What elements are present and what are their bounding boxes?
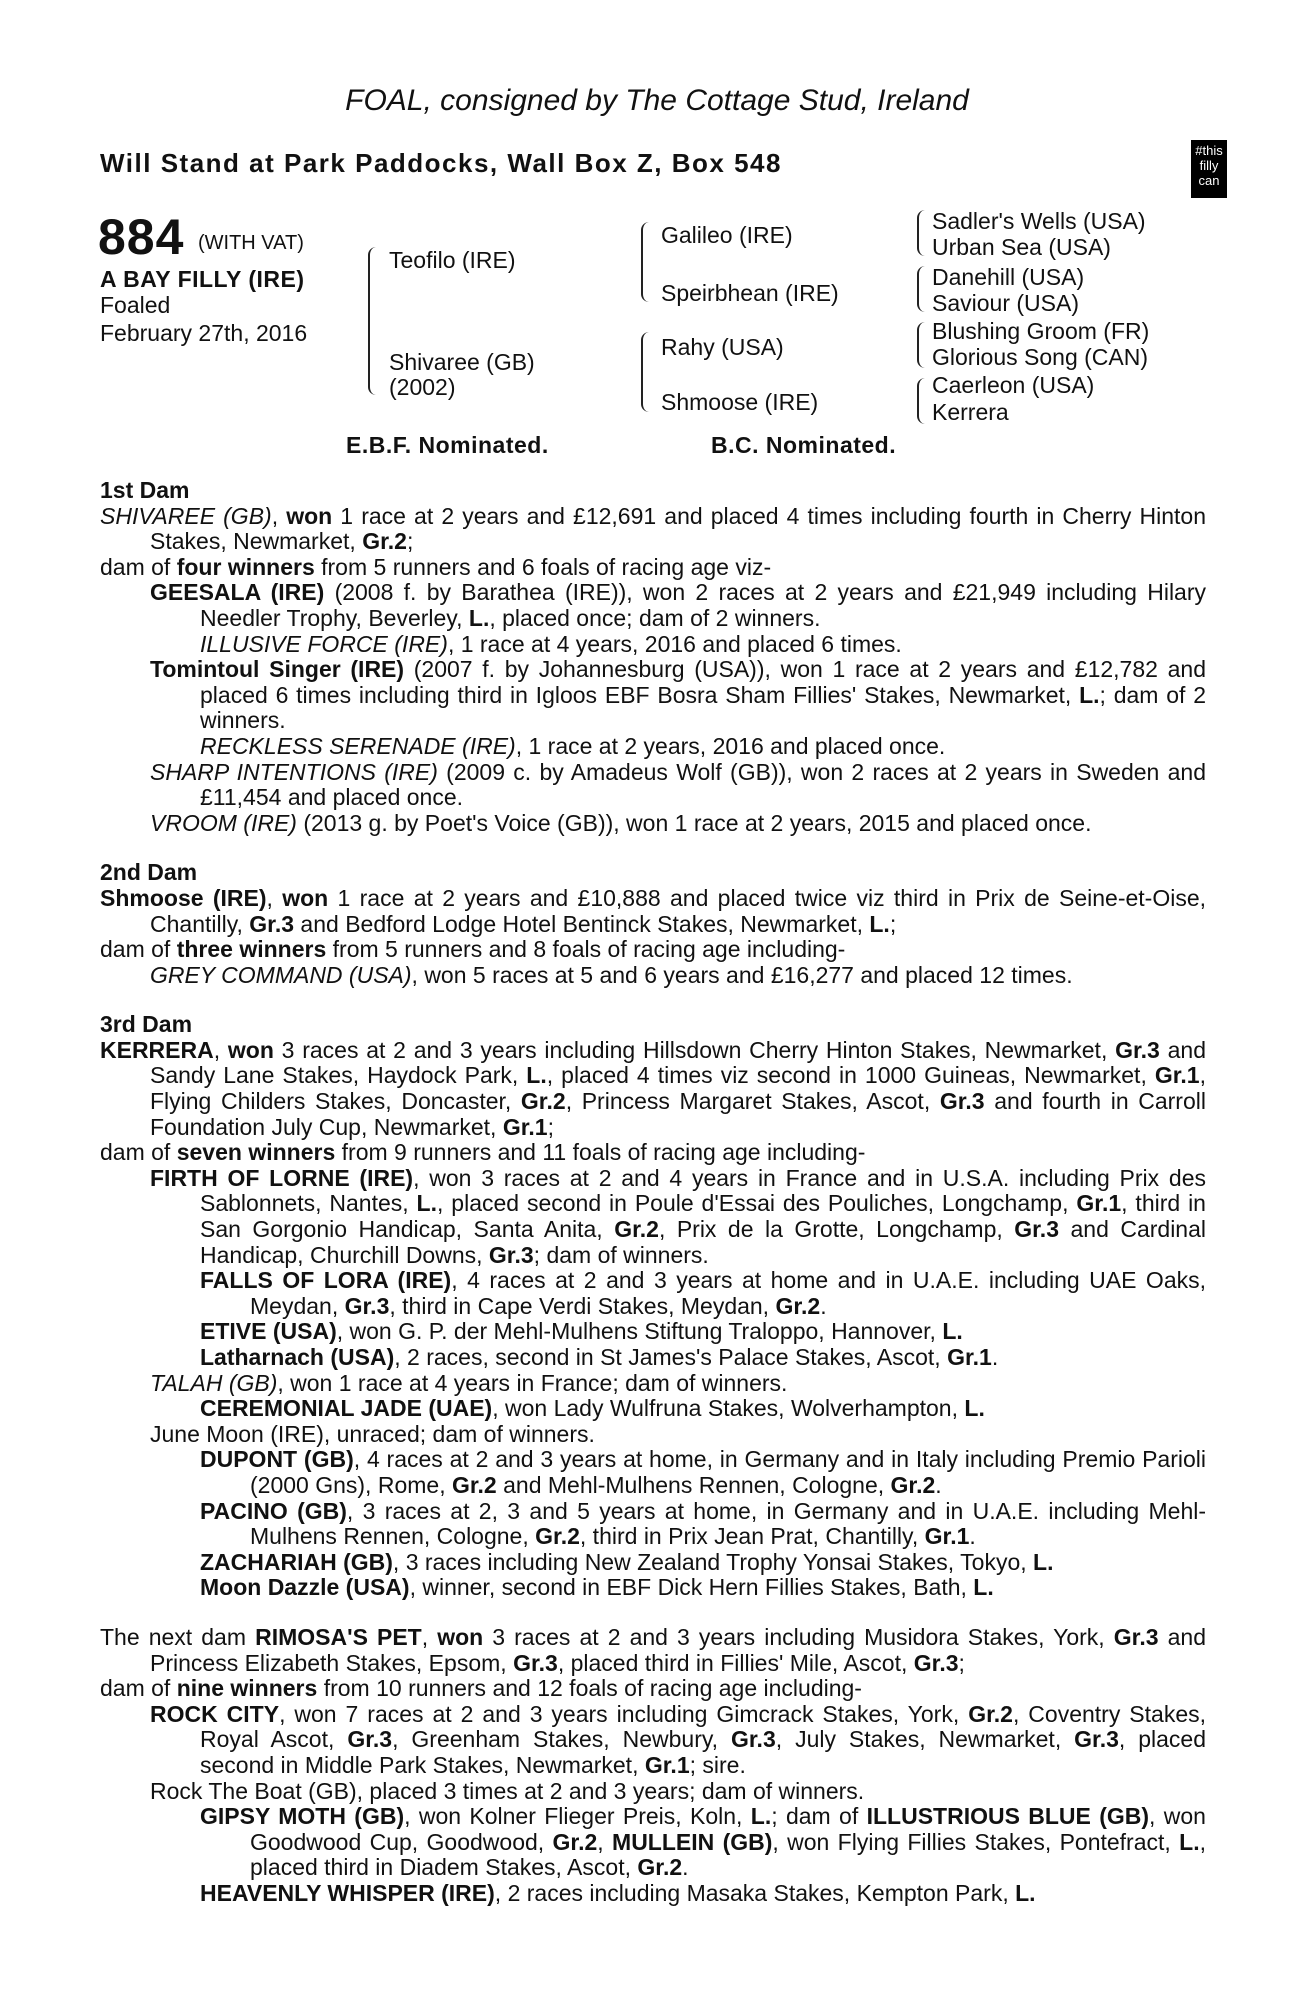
bold-text: L.: [964, 1395, 985, 1422]
bold-text: Gr.2: [775, 1292, 821, 1319]
catalogue-paragraph: [100, 1625, 1206, 1676]
bold-text: Gr.3: [939, 1088, 985, 1115]
text-run: from 5 runners and 8 foals of racing age including-: [326, 936, 846, 963]
text-run: dam of: [100, 1139, 177, 1166]
text-run: , placed third in Diadem Stakes, Ascot,: [250, 1828, 1206, 1881]
catalogue-paragraph: [100, 1038, 1206, 1140]
text-run: 3 races at 2 and 3 years including Musidora Stakes, York,: [483, 1623, 1114, 1650]
bold-text: Gr.3: [730, 1726, 776, 1753]
pedigree-ssd: Urban Sea (USA): [932, 234, 1111, 260]
bold-text: won: [227, 1036, 274, 1063]
text-run: dam of: [100, 936, 177, 963]
text-run: , Prix de la Grotte, Longchamp,: [658, 1216, 1015, 1243]
pedigree-sss: Sadler's Wells (USA): [932, 208, 1146, 234]
section-heading: [100, 478, 1206, 504]
catalogue-paragraph: [100, 1345, 1206, 1371]
catalogue-paragraph: [100, 1140, 1206, 1166]
italic-text: SHARP INTENTIONS (IRE): [150, 758, 438, 785]
pedigree-brace: [917, 210, 928, 256]
bold-text: won: [437, 1623, 484, 1650]
catalogue-paragraph: [100, 1166, 1206, 1268]
bold-text: Gr.3: [1113, 1623, 1159, 1650]
bold-text: L.: [750, 1803, 772, 1830]
text-run: , won Goodwood Cup, Goodwood,: [250, 1803, 1206, 1855]
catalogue-paragraph: [100, 555, 1206, 581]
text-run: ; sire.: [689, 1751, 746, 1778]
catalogue-text: [100, 478, 1206, 1906]
text-run: , winner, second in EBF Dick Hern Fillies Stakes, Bath,: [409, 1574, 974, 1601]
pedigree-brace: [917, 322, 928, 368]
text-run: , 3 races including New Zealand Trophy Yonsai Stakes, Tokyo,: [392, 1548, 1034, 1575]
catalogue-paragraph: [100, 811, 1206, 837]
this-filly-can-logo: #this filly can: [1191, 140, 1227, 198]
bold-text: three winners: [176, 936, 327, 963]
bold-text: MULLEIN (GB): [612, 1828, 773, 1855]
bold-text: Gr.3: [513, 1649, 558, 1676]
text-run: and Cardinal Handicap, Churchill Downs,: [200, 1216, 1206, 1268]
vat-note: (WITH VAT): [198, 232, 304, 254]
text-run: , placed once; dam of 2 winners.: [489, 604, 821, 631]
bold-text: HEAVENLY WHISPER (IRE): [200, 1879, 495, 1906]
bold-text: won: [286, 502, 333, 529]
text-run: , won G. P. der Mehl-Mulhens Stiftung Traloppo, Hannover,: [336, 1318, 943, 1345]
spacer: [100, 836, 1206, 860]
bold-text: L.: [869, 910, 890, 937]
text-run: ; dam of winners.: [533, 1241, 709, 1268]
text-run: , won Kolner Flieger Preis, Koln,: [404, 1803, 751, 1830]
text-run: , Flying Childers Stakes, Doncaster,: [150, 1062, 1206, 1115]
text-run: , won Flying Fillies Stakes, Pontefract,: [772, 1828, 1180, 1855]
text-run: June Moon (IRE), unraced; dam of winners.: [150, 1420, 595, 1447]
catalogue-paragraph: [100, 1396, 1206, 1422]
bold-text: GIPSY MOTH (GB): [200, 1803, 405, 1830]
text-run: ;: [889, 910, 897, 937]
consignor-header: FOAL, consigned by The Cottage Stud, Ireland: [345, 84, 969, 117]
text-run: The next dam: [100, 1623, 256, 1650]
bold-text: Gr.1: [1154, 1062, 1200, 1089]
bold-text: Gr.3: [249, 910, 295, 937]
text-run: , placed third in Fillies' Mile, Ascot,: [557, 1649, 914, 1676]
text-run: , 3 races at 2, 3 and 5 years at home, in Germany and in U.A.E. including Mehl-Mulhens Rennen, Cologne,: [250, 1497, 1206, 1550]
pedigree-dam-dam: Shmoose (IRE): [661, 389, 819, 415]
bold-text: Gr.2: [890, 1471, 936, 1498]
bold-text: ILLUSTRIOUS BLUE (GB): [866, 1803, 1150, 1830]
bold-text: Gr.1: [644, 1751, 690, 1778]
catalogue-paragraph: [100, 1575, 1206, 1601]
stand-location: Will Stand at Park Paddocks, Wall Box Z, Box 548: [100, 148, 782, 178]
pedigree-dsd: Glorious Song (CAN): [932, 344, 1149, 370]
text-run: , won 1 race at 4 years in France; dam of winners.: [277, 1369, 788, 1396]
text-run: , 1 race at 2 years, 2016 and placed once.: [515, 732, 946, 759]
text-run: .: [682, 1854, 689, 1881]
bold-text: L.: [973, 1574, 994, 1601]
catalogue-paragraph: [100, 734, 1206, 760]
text-run: , Greenham Stakes, Newbury,: [392, 1726, 731, 1753]
text-run: dam of: [100, 553, 177, 580]
bold-text: ETIVE (USA): [200, 1318, 337, 1345]
bold-text: nine winners: [176, 1675, 318, 1702]
text-run: .: [820, 1292, 827, 1319]
bold-text: 3rd Dam: [100, 1011, 193, 1038]
text-run: , Princess Margaret Stakes, Ascot,: [565, 1088, 940, 1115]
section-heading: [100, 860, 1206, 886]
bold-text: Gr.2: [362, 528, 407, 555]
catalogue-paragraph: [100, 937, 1206, 963]
text-run: , 4 races at 2 and 3 years at home, in Germany and in Italy including Premio Parioli (2000 Gns), Rome,: [250, 1446, 1206, 1498]
bold-text: 1st Dam: [100, 477, 190, 503]
text-run: (2009 c. by Amadeus Wolf (GB)), won 2 races at 2 years in Sweden and £11,454 and placed once.: [200, 758, 1206, 811]
pedigree-brace: [917, 266, 928, 312]
bold-text: L.: [1079, 681, 1100, 708]
text-run: , third in San Gorgonio Handicap, Santa Anita,: [200, 1190, 1206, 1243]
pedigree-brace: [641, 222, 653, 302]
italic-text: GREY COMMAND (USA): [150, 961, 412, 988]
italic-text: SHIVAREE (GB): [100, 502, 272, 529]
text-run: from 10 runners and 12 foals of racing age including-: [317, 1675, 862, 1702]
italic-text: RECKLESS SERENADE (IRE): [200, 732, 516, 759]
catalogue-paragraph: [100, 886, 1206, 937]
bold-text: Gr.3: [347, 1726, 393, 1753]
italic-text: ILLUSIVE FORCE (IRE): [200, 630, 448, 657]
catalogue-paragraph: [100, 580, 1206, 631]
bold-text: Gr.1: [1076, 1190, 1122, 1217]
text-run: , 4 races at 2 and 3 years at home and in U.A.E. including UAE Oaks, Meydan,: [250, 1267, 1207, 1319]
text-run: , placed second in Middle Park Stakes, Newmarket,: [200, 1726, 1207, 1778]
bold-text: Latharnach (USA): [200, 1344, 395, 1370]
bold-text: PACINO (GB): [200, 1497, 347, 1524]
bold-text: Gr.1: [924, 1523, 970, 1550]
text-run: and Sandy Lane Stakes, Haydock Park,: [150, 1036, 1206, 1089]
text-run: , placed 4 times viz second in 1000 Guineas, Newmarket,: [546, 1062, 1155, 1089]
text-run: 3 races at 2 and 3 years including Hillsdown Cherry Hinton Stakes, Newmarket,: [273, 1036, 1116, 1063]
text-run: , placed second in Poule d'Essai des Pouliches, Longchamp,: [437, 1190, 1077, 1217]
pedigree-dss: Blushing Groom (FR): [932, 318, 1150, 344]
bold-text: Gr.2: [614, 1216, 659, 1243]
catalogue-paragraph: [100, 1676, 1206, 1702]
bold-text: Gr.3: [1115, 1036, 1160, 1063]
foaled-date: Foaled February 27th, 2016: [100, 292, 308, 346]
bold-text: CEREMONIAL JADE (UAE): [200, 1395, 493, 1422]
lot-name: A BAY FILLY (IRE): [100, 266, 305, 292]
text-run: .: [969, 1523, 976, 1550]
text-run: 1 race at 2 years and £12,691 and placed 4 times including fourth in Cherry Hinton Stakes, Newmarket,: [150, 502, 1207, 555]
text-run: , third in Prix Jean Prat, Chantilly,: [579, 1523, 925, 1550]
text-run: , won 3 races at 2 and 4 years in France and in U.S.A. including Prix des Sablonnets, Nantes,: [200, 1164, 1206, 1217]
spacer: [100, 988, 1206, 1012]
bold-text: L.: [468, 604, 490, 631]
bold-text: KERRERA: [100, 1036, 214, 1063]
text-run: ;: [958, 1649, 965, 1676]
bold-text: Gr.2: [552, 1828, 598, 1855]
text-run: ,: [266, 884, 283, 911]
text-run: from 9 runners and 11 foals of racing age including-: [335, 1139, 866, 1166]
text-run: ;: [547, 1113, 554, 1140]
pedigree-sire-sire: Galileo (IRE): [661, 222, 793, 248]
text-run: , July Stakes, Newmarket,: [775, 1726, 1075, 1753]
bold-text: Gr.3: [344, 1292, 390, 1319]
bold-text: L.: [1015, 1879, 1036, 1906]
bold-text: ROCK CITY: [150, 1700, 280, 1727]
pedigree-sire-dam: Speirbhean (IRE): [661, 280, 839, 306]
bold-text: L.: [942, 1318, 963, 1345]
pedigree-brace: [368, 247, 380, 395]
catalogue-paragraph: [100, 1702, 1206, 1779]
bold-text: ZACHARIAH (GB): [200, 1548, 393, 1575]
text-run: ,: [597, 1828, 613, 1855]
text-run: .: [935, 1471, 942, 1498]
bold-text: Gr.1: [502, 1113, 548, 1140]
text-run: and Bedford Lodge Hotel Bentinck Stakes, Newmarket,: [294, 910, 870, 937]
text-run: ; dam of 2 winners.: [200, 681, 1206, 734]
text-run: , 1 race at 4 years, 2016 and placed 6 times.: [447, 630, 902, 657]
catalogue-paragraph: [100, 1268, 1206, 1319]
bold-text: L.: [526, 1062, 547, 1089]
ebf-nominated: E.B.F. Nominated.: [346, 432, 549, 458]
bold-text: Gr.2: [637, 1854, 683, 1881]
text-run: dam of: [100, 1675, 177, 1702]
text-run: ,: [213, 1036, 228, 1063]
text-run: and Princess Elizabeth Stakes, Epsom,: [150, 1623, 1206, 1676]
pedigree-ddd: Kerrera: [932, 399, 1009, 425]
pedigree-sds: Danehill (USA): [932, 264, 1085, 290]
bold-text: Gr.3: [1014, 1216, 1059, 1243]
text-run: (2008 f. by Barathea (IRE)), won 2 races at 2 years and £21,949 including Hilary Needler Trophy, Beverley,: [200, 579, 1206, 631]
pedigree-dds: Caerleon (USA): [932, 372, 1095, 398]
bold-text: Tomintoul Singer (IRE): [150, 656, 405, 683]
bold-text: seven winners: [176, 1139, 336, 1166]
italic-text: VROOM (IRE): [150, 809, 297, 836]
text-run: , Coventry Stakes, Royal Ascot,: [200, 1700, 1206, 1753]
text-run: ,: [271, 502, 287, 529]
bold-text: RIMOSA'S PET: [255, 1623, 422, 1650]
pedigree-dam-sire: Rahy (USA): [661, 334, 784, 360]
pedigree-sire: Teofilo (IRE): [389, 247, 516, 273]
pedigree-brace: [917, 378, 928, 424]
text-run: ; dam of: [771, 1803, 867, 1830]
text-run: ,: [421, 1623, 438, 1650]
bold-text: Gr.2: [535, 1523, 580, 1550]
bold-text: Gr.2: [968, 1700, 1013, 1727]
text-run: (2013 g. by Poet's Voice (GB)), won 1 race at 2 years, 2015 and placed once.: [296, 809, 1092, 836]
bold-text: FIRTH OF LORNE (IRE): [150, 1164, 414, 1191]
text-run: (2007 f. by Johannesburg (USA)), won 1 race at 2 years and £12,782 and placed 6 times including third in Igloos EBF Bosra Sham Fillies' Stakes, Newmarket,: [200, 656, 1206, 708]
bold-text: won: [282, 884, 329, 911]
pedigree-dam: Shivaree (GB): [389, 349, 535, 375]
italic-text: TALAH (GB): [150, 1369, 278, 1396]
catalogue-paragraph: [100, 1550, 1206, 1576]
text-run: and fourth in Carroll Foundation July Cup, Newmarket,: [150, 1088, 1206, 1140]
bold-text: Gr.2: [451, 1471, 497, 1498]
bc-nominated: B.C. Nominated.: [711, 432, 897, 458]
bold-text: Shmoose (IRE): [100, 884, 267, 911]
pedigree-brace: [641, 332, 653, 412]
bold-text: FALLS OF LORA (IRE): [200, 1267, 452, 1294]
text-run: , third in Cape Verdi Stakes, Meydan,: [389, 1292, 776, 1319]
bold-text: DUPONT (GB): [200, 1446, 354, 1473]
catalogue-paragraph: [100, 1371, 1206, 1397]
text-run: , 2 races, second in St James's Palace Stakes, Ascot,: [394, 1344, 948, 1370]
bold-text: Gr.3: [1074, 1726, 1119, 1753]
text-run: 1 race at 2 years and £10,888 and placed twice viz third in Prix de Seine-et-Oise, Chantilly,: [150, 884, 1207, 937]
catalogue-paragraph: [100, 657, 1206, 734]
bold-text: Gr.1: [947, 1344, 992, 1370]
catalogue-paragraph: [100, 1881, 1206, 1907]
section-heading: [100, 1012, 1206, 1038]
catalogue-paragraph: [100, 1447, 1206, 1498]
lot-number: 884: [98, 209, 185, 265]
bold-text: four winners: [176, 553, 315, 580]
text-run: , won Lady Wulfruna Stakes, Wolverhampton,: [492, 1395, 965, 1422]
text-run: Rock The Boat (GB), placed 3 times at 2 and 3 years; dam of winners.: [150, 1777, 865, 1804]
catalogue-paragraph: [100, 504, 1206, 555]
text-run: .: [991, 1344, 999, 1370]
bold-text: L.: [1033, 1548, 1054, 1575]
text-run: , 2 races including Masaka Stakes, Kempton Park,: [494, 1879, 1016, 1906]
catalogue-paragraph: [100, 1422, 1206, 1448]
catalogue-paragraph: [100, 1499, 1206, 1550]
catalogue-paragraph: [100, 1319, 1206, 1345]
text-run: , won 5 races at 5 and 6 years and £16,277 and placed 12 times.: [411, 961, 1073, 988]
catalogue-paragraph: [100, 1804, 1206, 1881]
catalogue-paragraph: [100, 760, 1206, 811]
spacer: [100, 1601, 1206, 1625]
bold-text: L.: [416, 1190, 437, 1217]
bold-text: Moon Dazzle (USA): [200, 1574, 410, 1601]
bold-text: GEESALA (IRE): [150, 579, 325, 606]
text-run: from 5 runners and 6 foals of racing age viz-: [314, 553, 772, 580]
text-run: ;: [406, 528, 414, 555]
pedigree-sdd: Saviour (USA): [932, 290, 1079, 316]
text-run: , won 7 races at 2 and 3 years including Gimcrack Stakes, York,: [279, 1700, 969, 1727]
catalogue-paragraph: [100, 963, 1206, 989]
catalogue-paragraph: [100, 1779, 1206, 1805]
bold-text: Gr.3: [913, 1649, 959, 1676]
bold-text: 2nd Dam: [100, 859, 198, 886]
bold-text: Gr.2: [520, 1088, 566, 1115]
bold-text: L.: [1179, 1828, 1200, 1855]
bold-text: Gr.3: [488, 1241, 534, 1268]
pedigree-dam-year: (2002): [389, 374, 456, 400]
catalogue-paragraph: [100, 632, 1206, 658]
text-run: and Mehl-Mulhens Rennen, Cologne,: [496, 1471, 891, 1498]
